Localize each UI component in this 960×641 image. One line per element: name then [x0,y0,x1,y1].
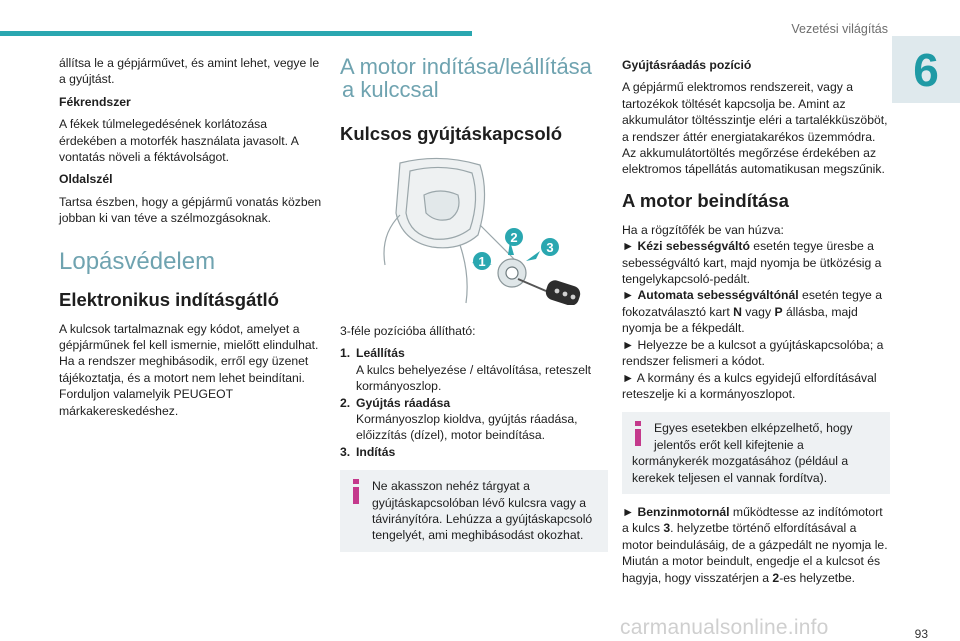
paragraph-fekrendszer: A fékek túlmelegedésének korlátozása érdekében a motorfék használata javasolt. A vontatás növeli a féktávolságot. [59,117,299,165]
heading-indításgatlo: Elektronikus indításgátló [59,288,279,310]
position-badge-2 [505,228,523,246]
list-item [340,345,608,394]
steps-intro: Ha a rögzítőfék be van húzva: [622,222,784,237]
position-text: Kormányoszlop kioldva, gyújtás ráadása, előizzítás (dízel), motor beindítása. [356,412,578,443]
positions-list [340,345,608,460]
info-icon [352,479,361,505]
svg-text:3: 3 [546,240,554,255]
header-accent-bar [0,31,472,36]
subhead-oldalszel: Oldalszél [59,172,113,187]
position-number: 2. [340,395,351,410]
paragraph-indításgatlo: A kulcsok tartalmaznak egy kódot, amelyet a gépjárműnek fel kell ismernie, mielőtt elindulhat. Ha a rendszer meghibásodik, erről egy üzenet tájékoztatja, és a motort nem lehet beindítani. Forduljon valamelyik PEUGEOT márkakereskedéshez. [59,321,319,418]
intro-paragraph: állítsa le a gépjárművet, és amint lehet, vegye le a gyújtást. [59,56,320,87]
position-number: 3. [340,444,351,459]
position-badge-3 [541,238,559,256]
info-line-2: jelentős erőt kell kifejtenie a [654,437,804,452]
step-petrol: ► Benzinmotornál működtesse az indítómotort a kulcs 3. helyzetbe történő elfordításával a motor beindulásáig, de a gázpedált ne nyomja le. Miután a motor beindult, engedje el a kulcsot és hagyja, hogy visszatérjen a 2-es helyzetbe. [622,504,888,585]
subhead-gyujtasraadas: Gyújtásráadás pozíció [622,58,752,72]
info-box-steering [622,412,890,494]
chapter-tab: 6 [892,36,960,103]
running-head: Vezetési világítás [791,22,888,36]
svg-text:1: 1 [478,254,486,269]
chapter-title-line-2: a kulccsal [342,77,439,102]
positions-intro: 3-féle pozícióba állítható: [340,324,476,338]
chapter-title-line-1: A motor indítása/leállítása [340,54,592,79]
page-number: 93 [914,627,928,641]
watermark: carmanualsonline.info [620,616,829,639]
paragraph-oldalszel: Tartsa észben, hogy a gépjármű vonatás közben jobban ki van téve a szélmozgásoknak. [59,194,322,226]
info-line-1: Ne akasszon nehéz tárgyat a [372,479,530,494]
info-rest: gyújtáskapcsolóban lévő kulcsra vagy a távirányítóra. Lehúzza a gyújtáskapcsoló tengelyét, ami meghibásodást okozhat. [372,495,593,543]
info-icon [634,421,643,447]
position-title: Gyújtás ráadása [356,395,451,410]
position-title: Indítás [356,444,396,459]
ignition-illustration [340,155,608,305]
step-manual: ► Kézi sebességváltó esetén tegye üresbe a sebességváltó kart, majd nyomja be ütközésig a tengelykapcsoló-pedált. [622,239,882,287]
position-number: 1. [340,346,351,361]
position-text: A kulcs behelyezése / eltávolítása, reteszelt kormányoszlop. [356,362,592,394]
step-insert-key: ► Helyezze be a kulcsot a gyújtáskapcsolóba; a rendszer felismeri a kódot. [622,337,884,369]
steering-wheel-ignition-drawing [340,155,608,305]
section-title-lopasvedelem: Lopásvédelem [59,247,216,275]
info-line-1: Egyes esetekben elképzelhető, hogy [654,421,853,436]
heading-kulcsos-gyujtaskapcsolo: Kulcsos gyújtáskapcsoló [340,123,563,144]
step-unlock-column: ► A kormány és a kulcs egyidejű elfordításával reteszelje ki a kormányoszlopot. [622,370,877,401]
list-item [340,395,608,444]
subhead-fekrendszer: Fékrendszer [59,94,131,109]
list-item [340,444,608,460]
column-2 [340,55,608,562]
column-1 [59,55,325,425]
step-automatic: ► Automata sebességváltónál esetén tegye a fokozatválasztó kart N vagy P állásba, majd nyomja be a fékpedált. [622,288,882,336]
heading-motor-beinditasa: A motor beindítása [622,189,789,211]
info-rest: kormánykerék mozgatásához (például a kerekek teljesen el vannak fordítva). [632,454,849,485]
chapter-title [340,55,608,101]
position-badge-1 [473,252,491,270]
info-box-warning [340,470,608,552]
svg-text:2: 2 [510,230,518,245]
paragraph-gyujtasraadas: A gépjármű elektromos rendszereit, vagy a tartozékok töltését kapcsolja be. Amint az akkumulátor töltésszintje eléri a tartalékküszöböt, a rendszer áttér energiatakarékos üzemmódra. Az akkumulátortöltés megőrzése érdekében az elektromos tápellátás automatikusan megszűnik. [622,80,888,177]
position-title: Leállítás [356,346,405,361]
key-fob [544,278,583,305]
column-3 [622,55,890,586]
